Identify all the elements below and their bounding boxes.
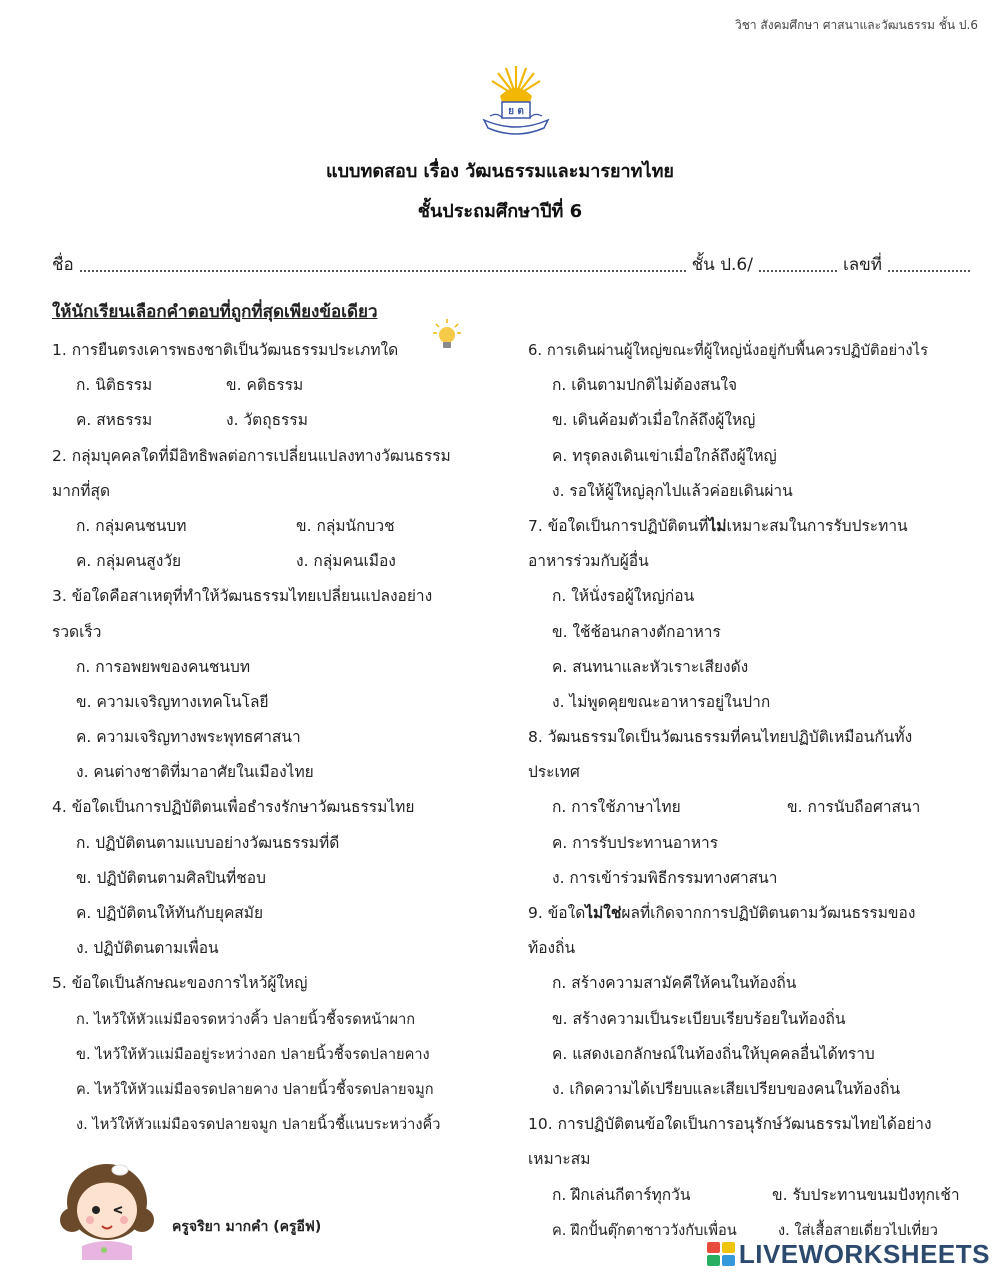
- question-9-continued: ท้องถิ่น: [528, 939, 576, 958]
- q9-option-a[interactable]: ก. สร้างความสามัคคีให้คนในท้องถิ่น: [552, 974, 797, 993]
- number-label: เลขที่: [842, 255, 882, 275]
- q10-option-b[interactable]: ข. รับประทานขนมปังทุกเช้า: [772, 1185, 960, 1204]
- subject-header: วิชา สังคมศึกษา ศาสนาและวัฒนธรรม ชั้น ป.6: [734, 18, 978, 32]
- q6-option-d[interactable]: ง. รอให้ผู้ใหญ่ลุกไปแล้วค่อยเดินผ่าน: [552, 481, 793, 500]
- question-8-options-row-1: [528, 790, 990, 825]
- q9-option-d[interactable]: ง. เกิดความได้เปรียบและเสียเปรียบของคนในท้องถิ่น: [552, 1079, 901, 1098]
- q3-option-b[interactable]: ข. ความเจริญทางเทคโนโลยี: [76, 692, 269, 711]
- brand-name: LIVEWORKSHEETS: [738, 1238, 990, 1269]
- question-7-continued: อาหารร่วมกับผู้อื่น: [528, 552, 649, 571]
- q2-option-b[interactable]: ข. กลุ่มนักบวช: [296, 516, 395, 535]
- q1-option-c[interactable]: ค. สหธรรม: [76, 411, 153, 430]
- q8-option-c[interactable]: ค. การรับประทานอาหาร: [552, 833, 719, 852]
- q2-option-d[interactable]: ง. กลุ่มคนเมือง: [296, 552, 396, 571]
- questions-right-column: [528, 333, 990, 1248]
- question-9: [528, 896, 990, 931]
- instruction-text: ให้นักเรียนเลือกคำตอบที่ถูกที่สุดเพียงข้อเดียว: [52, 302, 378, 322]
- q4-option-d[interactable]: ง. ปฏิบัติตนตามเพื่อน: [76, 939, 219, 958]
- q7-option-c[interactable]: ค. สนทนาและหัวเราะเสียงดัง: [552, 657, 749, 676]
- liveworksheets-logo-icon: [707, 1242, 735, 1266]
- q10-option-d[interactable]: ง. ใส่เสื้อสายเดี่ยวไปเที่ยว: [778, 1221, 938, 1239]
- q4-option-b[interactable]: ข. ปฏิบัติตนตามศิลปินที่ชอบ: [76, 868, 266, 887]
- question-8: 8. วัฒนธรรมใดเป็นวัฒนธรรมที่คนไทยปฏิบัติเหมือนกันทั้ง: [528, 728, 913, 747]
- question-8-continued: ประเทศ: [528, 763, 580, 782]
- q9-text-start: 9. ข้อใด: [528, 904, 586, 922]
- page-subtitle: ชั้นประถมศึกษาปีที่ 6: [417, 201, 583, 222]
- q7-option-a[interactable]: ก. ให้นั่งรอผู้ใหญ่ก่อน: [552, 587, 695, 606]
- q2-option-a[interactable]: ก. กลุ่มคนชนบท: [76, 516, 187, 535]
- q3-option-a[interactable]: ก. การอพยพของคนชนบท: [76, 657, 251, 676]
- question-5: 5. ข้อใดเป็นลักษณะของการไหว้ผู้ใหญ่: [52, 974, 308, 993]
- q7-option-d[interactable]: ง. ไม่พูดคุยขณะอาหารอยู่ในปาก: [552, 692, 771, 711]
- question-1-options-row-2: [52, 403, 512, 438]
- q7-emphasis: ไม่: [708, 516, 727, 535]
- q3-option-d[interactable]: ง. คนต่างชาติที่มาอาศัยในเมืองไทย: [76, 763, 314, 782]
- logo-text: ย ต: [508, 106, 524, 117]
- class-label: ชั้น ป.6/: [691, 255, 753, 275]
- class-field[interactable]: [759, 270, 837, 272]
- q9-emphasis: ไม่ใช่: [585, 904, 622, 922]
- q5-option-c[interactable]: ค. ไหว้ให้หัวแม่มือจรดปลายคาง ปลายนิ้วชี้จรดปลายจมูก: [76, 1080, 434, 1098]
- question-3-continued: รวดเร็ว: [52, 622, 102, 641]
- teacher-name: ครูจริยา มากคำ (ครูอีฟ): [172, 1219, 322, 1235]
- q1-option-a[interactable]: ก. นิติธรรม: [76, 376, 153, 395]
- question-10-continued: เหมาะสม: [528, 1150, 591, 1169]
- q8-option-b[interactable]: ข. การนับถือศาสนา: [787, 798, 921, 817]
- q7-text-end: เหมาะสมในการรับประทาน: [726, 516, 908, 535]
- questions-left-column: [52, 333, 512, 1142]
- question-1: 1. การยืนตรงเคารพธงชาติเป็นวัฒนธรรมประเภทใด: [52, 341, 399, 359]
- brand-watermark: [707, 1238, 990, 1270]
- q1-option-b[interactable]: ข. คติธรรม: [226, 376, 304, 395]
- q3-option-c[interactable]: ค. ความเจริญทางพระพุทธศาสนา: [76, 728, 301, 747]
- q6-option-c[interactable]: ค. ทรุดลงเดินเข่าเมื่อใกล้ถึงผู้ใหญ่: [552, 446, 777, 465]
- name-label: ชื่อ: [52, 255, 74, 275]
- number-field[interactable]: [888, 270, 970, 272]
- q5-option-a[interactable]: ก. ไหว้ให้หัวแม่มือจรดหว่างคิ้ว ปลายนิ้วชี้จรดหน้าผาก: [76, 1010, 416, 1028]
- q4-option-c[interactable]: ค. ปฏิบัติตนให้ทันกับยุคสมัย: [76, 904, 264, 922]
- q9-option-c[interactable]: ค. แสดงเอกลักษณ์ในท้องถิ่นให้บุคคลอื่นได้ทราบ: [552, 1044, 875, 1063]
- q1-option-d[interactable]: ง. วัตถุธรรม: [226, 411, 308, 430]
- school-logo-icon: [478, 62, 554, 138]
- question-4: 4. ข้อใดเป็นการปฏิบัติตนเพื่อธำรงรักษาวัฒนธรรมไทย: [52, 798, 415, 817]
- q6-option-a[interactable]: ก. เดินตามปกติไม่ต้องสนใจ: [552, 376, 738, 395]
- page-title: แบบทดสอบ เรื่อง วัฒนธรรมและมารยาทไทย: [326, 161, 674, 182]
- question-10: 10. การปฏิบัติตนข้อใดเป็นการอนุรักษ์วัฒนธรรมไทยได้อย่าง: [528, 1115, 932, 1134]
- question-6: 6. การเดินผ่านผู้ใหญ่ขณะที่ผู้ใหญ่นั่งอยู่กับพื้นควรปฏิบัติอย่างไร: [528, 342, 929, 359]
- cartoon-girl-icon: [52, 1150, 162, 1260]
- q9-text-end: ผลที่เกิดจากการปฏิบัติตนตามวัฒนธรรมของ: [621, 904, 916, 922]
- q8-option-d[interactable]: ง. การเข้าร่วมพิธีกรรมทางศาสนา: [552, 868, 778, 887]
- name-field[interactable]: [80, 270, 686, 272]
- question-1-options-row-1: [52, 368, 512, 403]
- q4-option-a[interactable]: ก. ปฏิบัติตนตามแบบอย่างวัฒนธรรมที่ดี: [76, 833, 340, 852]
- question-10-options-row-1: [528, 1178, 990, 1213]
- q8-option-a[interactable]: ก. การใช้ภาษาไทย: [552, 798, 681, 817]
- question-2: 2. กลุ่มบุคคลใดที่มีอิทธิพลต่อการเปลี่ยนแปลงทางวัฒนธรรม: [52, 446, 451, 465]
- q2-option-c[interactable]: ค. กลุ่มคนสูงวัย: [76, 552, 182, 571]
- q7-option-b[interactable]: ข. ใช้ช้อนกลางตักอาหาร: [552, 622, 721, 641]
- question-2-options-row-1: [52, 509, 512, 544]
- student-info-row: [52, 250, 976, 278]
- q6-option-b[interactable]: ข. เดินค้อมตัวเมื่อใกล้ถึงผู้ใหญ่: [552, 411, 756, 430]
- q5-option-d[interactable]: ง. ไหว้ให้หัวแม่มือจรดปลายจมูก ปลายนิ้วชี้แนบระหว่างคิ้ว: [76, 1116, 441, 1134]
- q7-text-start: 7. ข้อใดเป็นการปฏิบัติตนที่: [528, 516, 709, 535]
- question-2-options-row-2: [52, 544, 512, 579]
- q10-option-a[interactable]: ก. ฝึกเล่นกีตาร์ทุกวัน: [552, 1185, 691, 1204]
- q9-option-b[interactable]: ข. สร้างความเป็นระเบียบเรียบร้อยในท้องถิ่น: [552, 1009, 846, 1028]
- question-2-continued: มากที่สุด: [52, 481, 111, 500]
- q5-option-b[interactable]: ข. ไหว้ให้หัวแม่มืออยู่ระหว่างอก ปลายนิ้วชี้จรดปลายคาง: [76, 1045, 430, 1063]
- question-3: 3. ข้อใดคือสาเหตุที่ทำให้วัฒนธรรมไทยเปลี่ยนแปลงอย่าง: [52, 587, 433, 606]
- question-7: [528, 509, 990, 544]
- q10-option-c[interactable]: ค. ฝึกปั้นตุ๊กตาชาววังกับเพื่อน: [552, 1221, 737, 1239]
